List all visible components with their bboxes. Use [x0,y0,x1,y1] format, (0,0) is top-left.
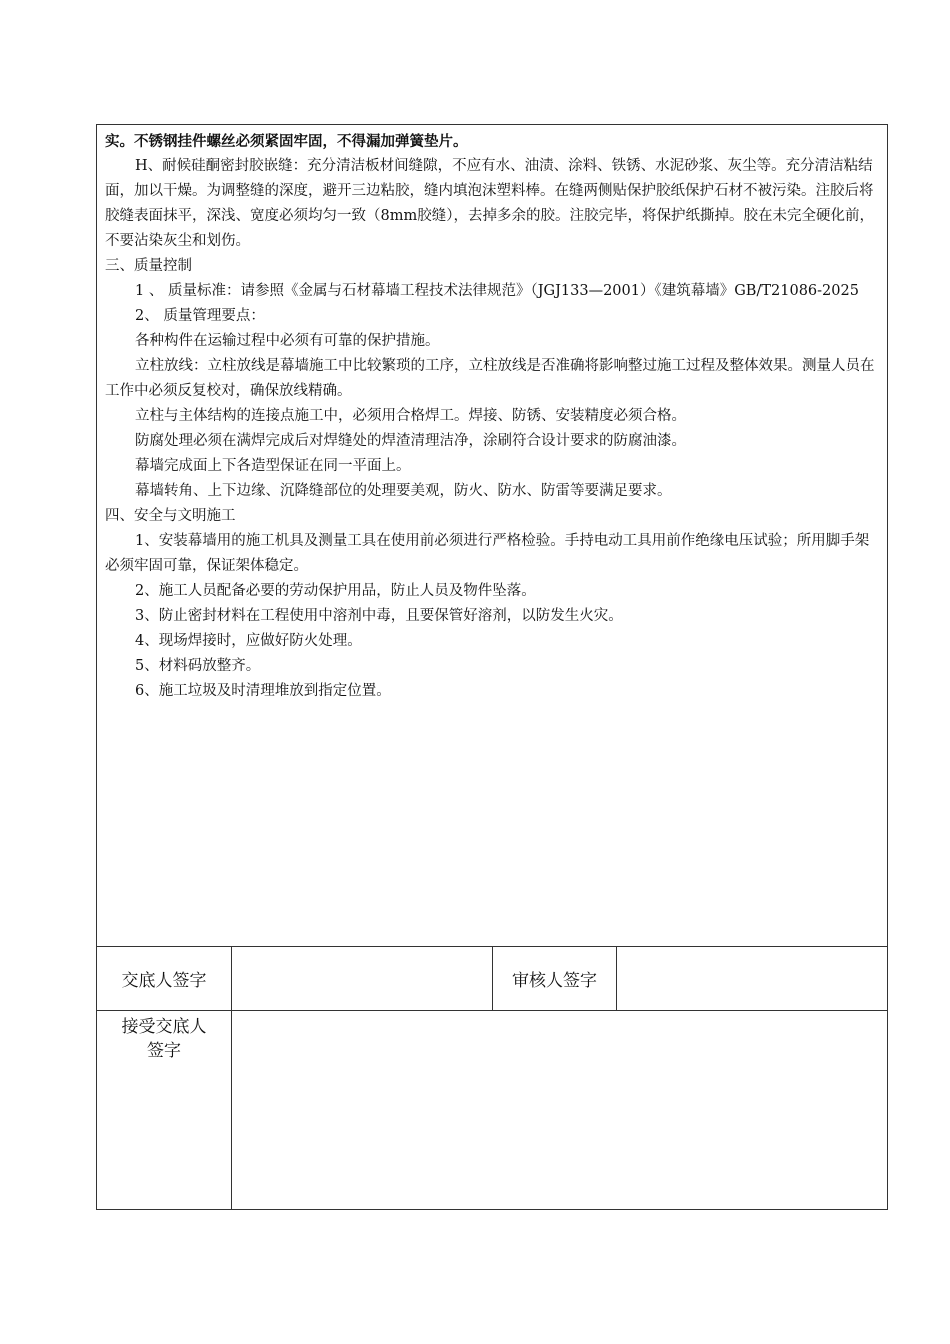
discloser-label: 交底人签字 [97,947,232,1010]
receiver-label-line2: 签字 [147,1041,181,1061]
paragraph-anticorrosion: 防腐处理必须在满焊完成后对焊缝处的焊渣清理洁净，涂刷符合设计要求的防腐油漆。 [135,433,686,449]
paragraph-safety-3: 3、防止密封材料在工程使用中溶剂中毒，且要保管好溶剂，以防发生火灾。 [135,608,623,624]
paragraph-column-layout: 立柱放线：立柱放线是幕墙施工中比较繁琐的工序，立柱放线是否准确将影响整过施工过程及整体效果。测量人员在工作中必须反复校对，确保放线精确。 [105,358,875,399]
paragraph-safety-4: 4、现场焊接时，应做好防火处理。 [135,633,362,649]
paragraph-safety-5: 5、材料码放整齐。 [135,658,261,674]
paragraph-transport: 各种构件在运输过程中必须有可靠的保护措施。 [135,333,440,349]
paragraph-plane: 幕墙完成面上下各造型保证在同一平面上。 [135,458,411,474]
paragraph-connection: 立柱与主体结构的连接点施工中，必须用合格焊工。焊接、防锈、安装精度必须合格。 [135,408,686,424]
receiver-signature-field[interactable] [232,1011,887,1209]
content-cell [97,125,887,947]
discloser-signature-field[interactable] [232,947,493,1010]
disclosure-form [96,124,888,1210]
receiver-label [97,1011,232,1209]
reviewer-label: 审核人签字 [493,947,617,1010]
receiver-row [97,1011,887,1209]
reviewer-signature-field[interactable] [617,947,887,1010]
paragraph-sealant: H、耐候硅酮密封胶嵌缝：充分清洁板材间缝隙，不应有水、油渍、涂料、铁锈、水泥砂浆、灰尘等。充分清洁粘结面，加以干燥。为调整缝的深度，避开三边粘胶，缝内填泡沫塑料棒。在缝两侧贴保护胶纸保护石材不被污染。注胶后将胶缝表面抹平，深浅、宽度必须均匀一致（8mm胶缝），去掉多余的胶。注胶完毕，将保护纸撕掉。胶在未完全硬化前，不要沾染灰尘和划伤。 [105,158,874,249]
heading-safety: 四、安全与文明施工 [105,508,236,524]
receiver-label-line1: 接受交底人 [121,1017,207,1037]
paragraph-quality-standard: 1 、 质量标准：请参照《金属与石材幕墙工程技术法律规范》（JGJ133—2001）《建筑幕墙》GB/T21086-2025 [135,283,859,299]
paragraph-corners: 幕墙转角、上下边缘、沉降缝部位的处理要美观，防火、防水、防雷等要满足要求。 [135,483,672,499]
paragraph-quality-points: 2、 质量管理要点： [135,308,265,324]
paragraph-safety-1: 1、安装幕墙用的施工机具及测量工具在使用前必须进行严格检验。手持电动工具用前作绝缘电压试验；所用脚手架必须牢固可靠，保证架体稳定。 [105,533,870,574]
paragraph-safety-2: 2、施工人员配备必要的劳动保护用品，防止人员及物件坠落。 [135,583,536,599]
paragraph-safety-6: 6、施工垃圾及时清理堆放到指定位置。 [135,683,391,699]
signature-row [97,947,887,1011]
paragraph-fastening: 实。不锈钢挂件螺丝必须紧固牢固，不得漏加弹簧垫片。 [105,133,468,150]
heading-quality-control: 三、质量控制 [105,258,192,274]
